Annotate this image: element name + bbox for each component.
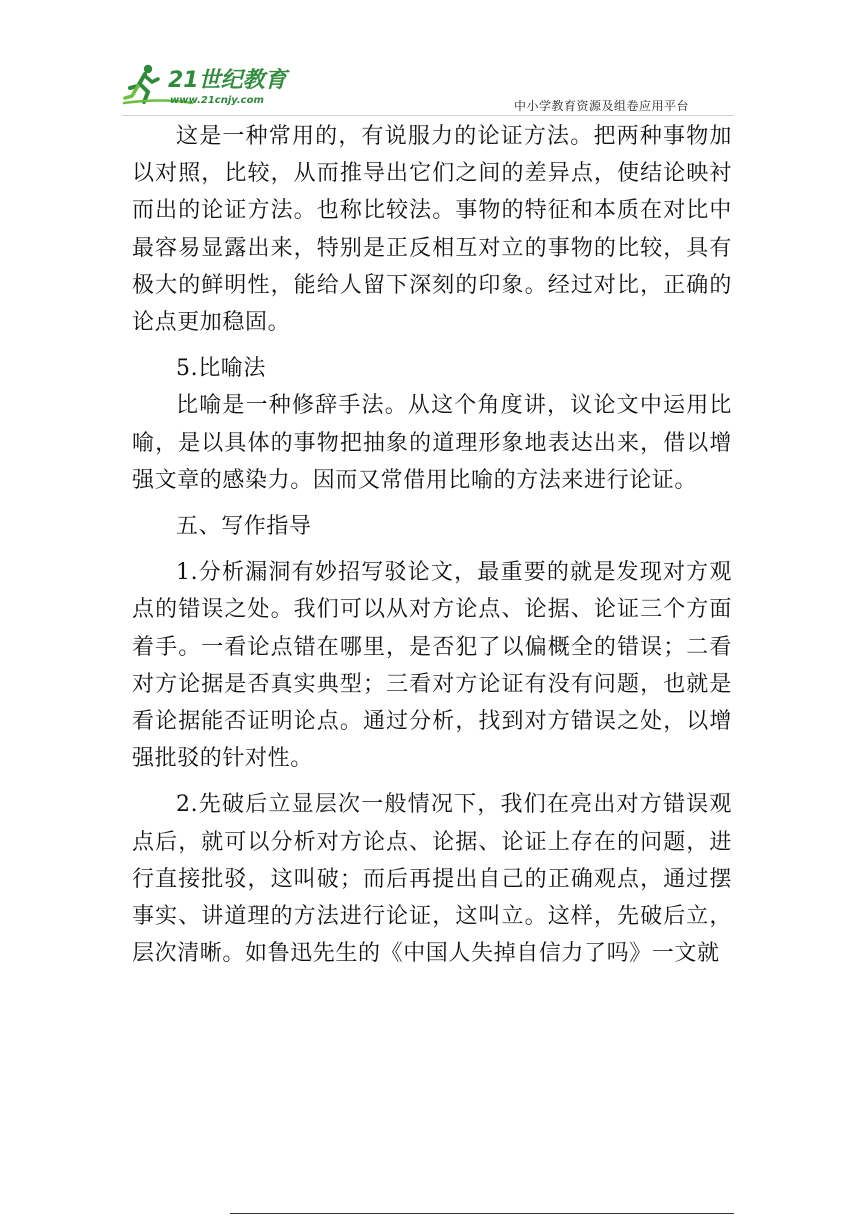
paragraph-contrast-method: 这是一种常用的，有说服力的论证方法。把两种事物加以对照，比较，从而推导出它们之间的差异点，使结论映衬而出的论证方法。也称比较法。事物的特征和本质在对比中最容易显露出来，特别是正反相互对立的事物的比较，具有极大的鲜明性，能给人留下深刻的印象。经过对比，正确的论点更加稳固。: [132, 124, 732, 336]
logo-21cnjy: [122, 62, 302, 108]
heading-writing-guide: 五、写作指导: [176, 514, 312, 540]
header-divider: [122, 115, 734, 116]
logo-url: www.21cnjy.com: [170, 95, 264, 106]
logo-wordmark: 21世纪教育: [168, 68, 287, 93]
runner-logo-icon: [122, 62, 302, 108]
heading-metaphor-method: 5.比喻法: [176, 356, 266, 382]
paragraph-metaphor-method: 比喻是一种修辞手法。从这个角度讲，议论文中运用比喻，是以具体的事物把抽象的道理形象地表达出来，借以增强文章的感染力。因而又常借用比喻的方法来进行论证。: [132, 393, 732, 493]
page-header: [0, 0, 860, 118]
paragraph-analyze-flaws: 1.分析漏洞有妙招写驳论文，最重要的就是发现对方观点的错误之处。我们可以从对方论点、论据、论证三个方面着手。一看论点错在哪里，是否犯了以偏概全的错误；二看对方论据是否真实典型；三看对方论证有没有问题，也就是看论据能否证明论点。通过分析，找到对方错误之处，以增强批驳的针对性。: [132, 560, 732, 772]
paragraph-refute-then-establish: 2.先破后立显层次一般情况下，我们在亮出对方错误观点后，就可以分析对方论点、论据、论证上存在的问题，进行直接批驳，这叫破；而后再提出自己的正确观点，通过摆事实、讲道理的方法进行论证，这叫立。这样，先破后立，层次清晰。如鲁迅先生的《中国人失掉自信力了吗》一文就: [132, 792, 732, 967]
document-body: [132, 118, 732, 972]
footer-divider: [230, 1213, 734, 1214]
header-tagline: 中小学教育资源及组卷应用平台: [514, 99, 690, 113]
